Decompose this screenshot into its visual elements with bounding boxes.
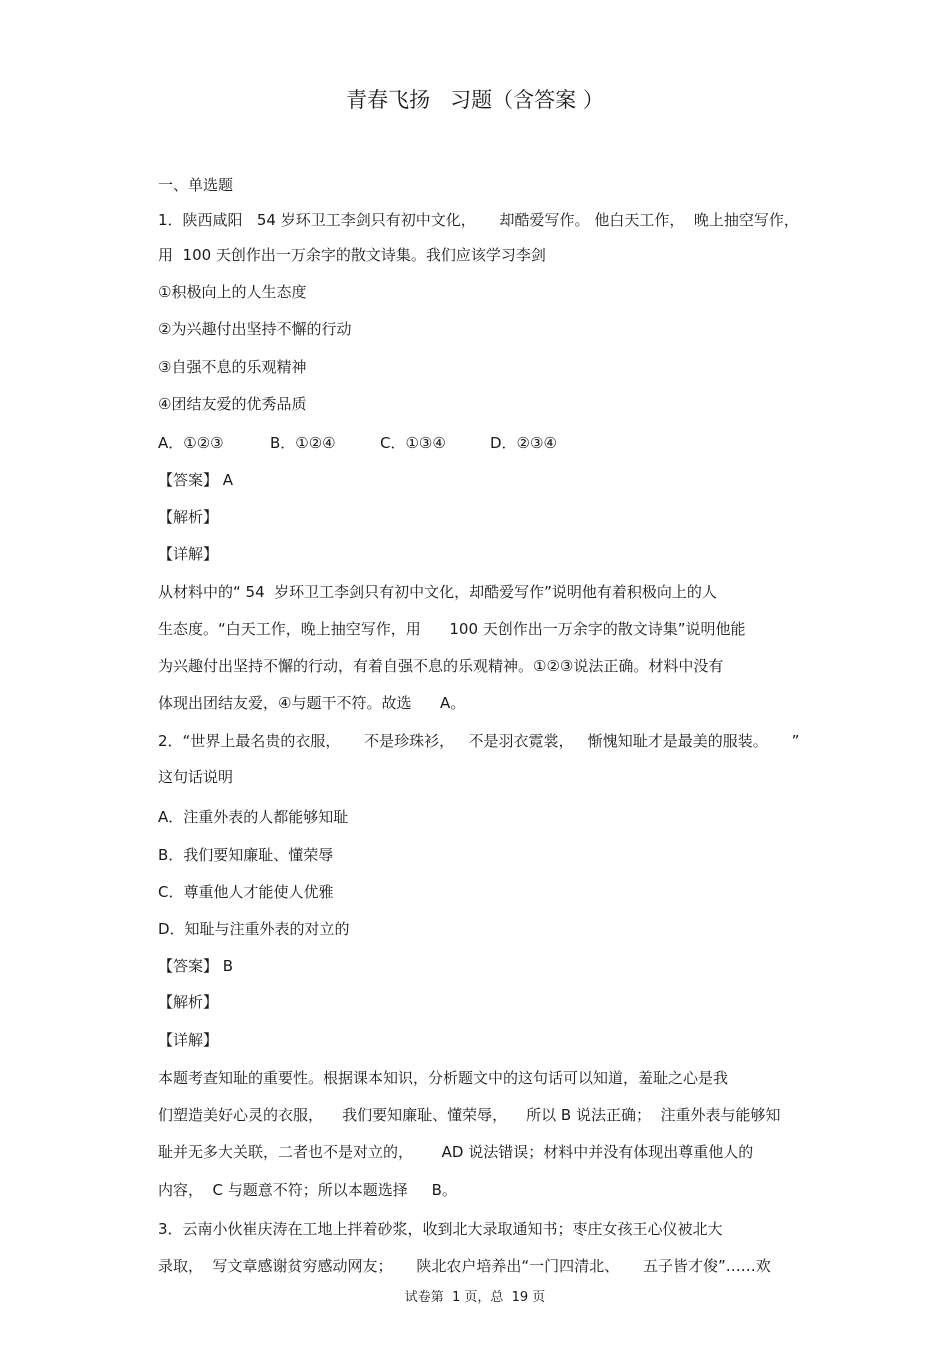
page-footer: 试卷第 1 页，总 19 页 <box>404 1290 546 1305</box>
q3-stem-line1: 3．云南小伙崔庆涛在工地上拌着砂浆，收到北大录取通知书；枣庄女孩王心仪被北大 <box>158 1220 723 1238</box>
q2-option-c: C．尊重他人才能使人优雅 <box>158 883 334 901</box>
q1-stem-line1: 1．陕西咸阳 54 岁环卫工李剑只有初中文化， 却酷爱写作。 他白天工作， 晚上抽空写作， <box>158 211 799 229</box>
q2-option-a: A．注重外表的人都能够知耻 <box>158 808 349 826</box>
q3-stem-line2: 录取， 写文章感谢贫穷感动网友； 陕北农户培养出“一门四清北、 五子皆才俊”……欢 <box>158 1257 771 1275</box>
q1-item-1: ①积极向上的人生态度 <box>158 283 307 301</box>
q1-option-d: D．②③④ <box>490 434 557 452</box>
q1-explanation-line1: 从材料中的“ 54 岁环卫工李剑只有初中文化，却酷爱写作”说明他有着积极向上的人 <box>158 583 717 601</box>
document-title: 青春飞扬 习题（含答案 ） <box>346 88 604 112</box>
q1-option-a: A．①②③ <box>158 434 224 452</box>
q2-explanation-line3: 耻并无多大关联，二者也不是对立的， AD 说法错误；材料中并没有体现出尊重他人的 <box>158 1143 754 1161</box>
q2-stem-line1: 2．“世界上最名贵的衣服， 不是珍珠衫， 不是羽衣霓裳， 惭愧知耻才是最美的服装。 ” <box>158 732 800 750</box>
q1-option-c: C．①③④ <box>380 434 446 452</box>
q2-analysis-label: 【解析】 <box>158 993 219 1011</box>
q1-item-2: ②为兴趣付出坚持不懈的行动 <box>158 320 352 338</box>
q1-explanation-line2: 生态度。“白天工作，晚上抽空写作，用 100 天创作出一万余字的散文诗集”说明他能 <box>158 620 746 638</box>
q2-explanation-line4: 内容， C 与题意不符；所以本题选择 B。 <box>158 1181 457 1199</box>
q2-detail-label: 【详解】 <box>158 1031 219 1049</box>
section-heading: 一、单选题 <box>158 176 234 194</box>
q1-option-b: B．①②④ <box>270 434 336 452</box>
q1-item-4: ④团结友爱的优秀品质 <box>158 395 307 413</box>
q2-answer: 【答案】 B <box>158 957 234 975</box>
q2-stem-line2: 这句话说明 <box>158 768 234 786</box>
q2-option-b: B．我们要知廉耻、懂荣辱 <box>158 846 334 864</box>
q1-analysis-label: 【解析】 <box>158 508 219 526</box>
q1-answer: 【答案】 A <box>158 471 234 489</box>
q2-explanation-line1: 本题考查知耻的重要性。根据课本知识，分析题文中的这句话可以知道，羞耻之心是我 <box>158 1069 729 1087</box>
q2-explanation-line2: 们塑造美好心灵的衣服， 我们要知廉耻、懂荣辱， 所以 B 说法正确； 注重外表与能够知 <box>158 1106 781 1124</box>
q1-item-3: ③自强不息的乐观精神 <box>158 358 307 376</box>
q1-stem-line2: 用 100 天创作出一万余字的散文诗集。我们应该学习李剑 <box>158 246 546 264</box>
q1-explanation-line4: 体现出团结友爱，④与题干不符。故选 A。 <box>158 694 466 712</box>
q1-detail-label: 【详解】 <box>158 545 219 563</box>
q1-options-row <box>158 433 758 453</box>
q1-explanation-line3: 为兴趣付出坚持不懈的行动，有着自强不息的乐观精神。①②③说法正确。材料中没有 <box>158 657 724 675</box>
q2-option-d: D．知耻与注重外表的对立的 <box>158 920 350 938</box>
